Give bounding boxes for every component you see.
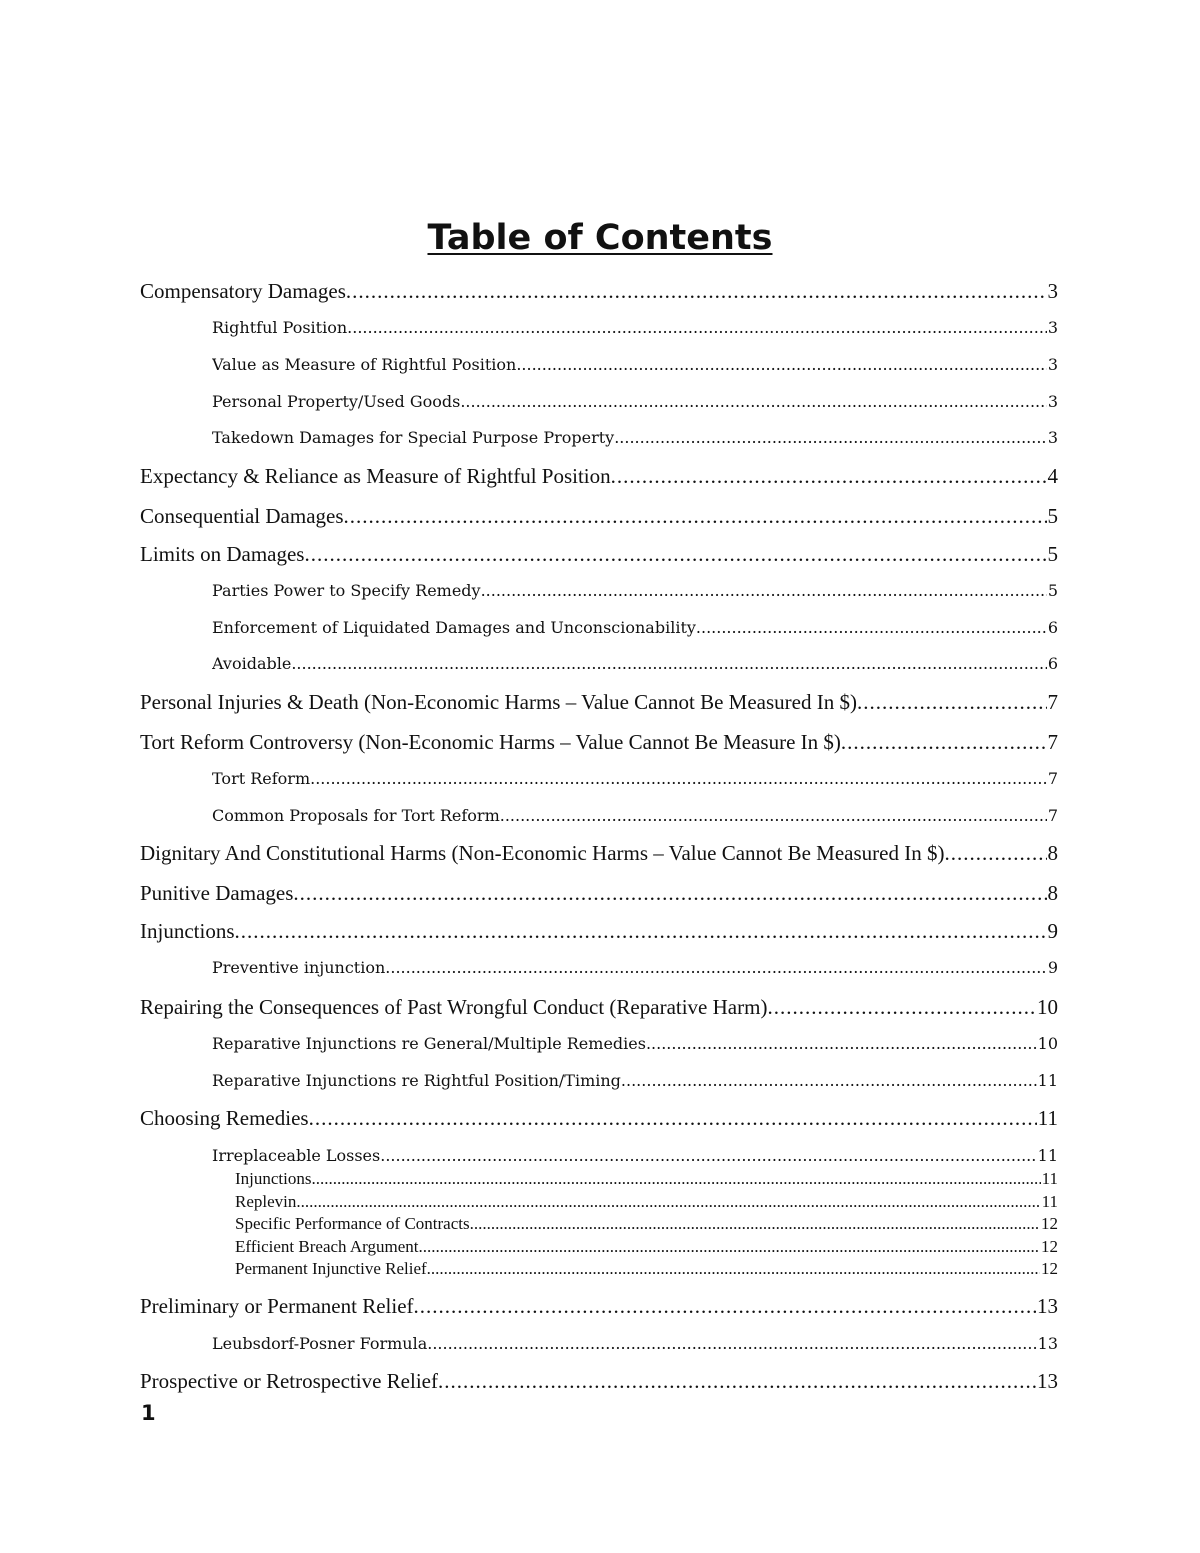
toc-page-number: 9 <box>1047 919 1058 943</box>
toc-entry-label: Dignitary And Constitutional Harms (Non-Economic Harms – Value Cannot Be Measured In $) <box>140 841 945 865</box>
toc-page-number: 8 <box>1047 881 1058 905</box>
toc-entry-label: Compensatory Damages <box>140 279 346 303</box>
toc-entry-label: Common Proposals for Tort Reform <box>212 806 500 825</box>
toc-leader <box>312 1168 1041 1189</box>
toc-entry[interactable] <box>140 918 1058 944</box>
toc-page-number: 6 <box>1047 654 1058 673</box>
toc-leader <box>346 278 1047 304</box>
toc-entry[interactable] <box>140 278 1058 304</box>
toc-page-number: 7 <box>1047 806 1058 825</box>
toc-entry[interactable] <box>212 391 1058 413</box>
toc-entry[interactable] <box>235 1213 1058 1234</box>
toc-leader <box>293 880 1046 906</box>
toc-entry[interactable] <box>212 1145 1058 1167</box>
toc-entry-label: Repairing the Consequences of Past Wrongful Conduct (Reparative Harm) <box>140 995 768 1019</box>
toc-page-number: 3 <box>1047 355 1058 374</box>
footer-page-number: 1 <box>141 1401 156 1425</box>
toc-entry-label: Reparative Injunctions re General/Multiple Remedies <box>212 1034 646 1053</box>
toc-entry[interactable] <box>140 840 1058 866</box>
toc-page-number: 10 <box>1037 1034 1058 1053</box>
toc-leader <box>418 1236 1040 1257</box>
toc-entry[interactable] <box>235 1168 1058 1189</box>
toc-leader <box>380 1145 1036 1167</box>
toc-page-number: 7 <box>1047 730 1058 754</box>
toc-entry[interactable] <box>212 768 1058 790</box>
toc-leader <box>646 1033 1037 1055</box>
toc-entry-label: Rightful Position <box>212 318 348 337</box>
toc-entry[interactable] <box>235 1191 1058 1212</box>
toc-page-number: 8 <box>1047 841 1058 865</box>
toc-leader <box>470 1213 1040 1234</box>
toc-entry-label: Tort Reform <box>212 769 311 788</box>
toc-entry[interactable] <box>212 957 1058 979</box>
toc-leader <box>767 994 1036 1020</box>
toc-leader <box>944 840 1046 866</box>
toc-leader <box>385 957 1047 979</box>
toc-entry-label: Takedown Damages for Special Purpose Property <box>212 428 615 447</box>
toc-entry[interactable] <box>140 463 1058 489</box>
toc-entry[interactable] <box>235 1236 1058 1257</box>
toc-entry[interactable] <box>235 1258 1058 1279</box>
toc-page-number: 5 <box>1047 542 1058 566</box>
toc-leader <box>344 503 1047 529</box>
toc-entry-label: Efficient Breach Argument <box>235 1237 419 1256</box>
toc-entry-label: Avoidable <box>212 654 292 673</box>
toc-entry-label: Personal Property/Used Goods <box>212 392 461 411</box>
toc-leader <box>304 541 1046 567</box>
toc-entry-label: Prospective or Retrospective Relief <box>140 1369 438 1393</box>
toc-leader <box>614 427 1047 449</box>
toc-page-number: 5 <box>1047 581 1058 600</box>
toc-entry-label: Value as Measure of Rightful Position <box>212 355 517 374</box>
toc-entry[interactable] <box>212 1333 1058 1355</box>
toc-page-number: 11 <box>1041 1192 1058 1211</box>
toc-entry-label: Preventive injunction <box>212 958 386 977</box>
toc-entry[interactable] <box>140 1368 1058 1394</box>
toc-leader <box>696 617 1047 639</box>
toc-entry[interactable] <box>212 354 1058 376</box>
toc-entry-label: Permanent Injunctive Relief <box>235 1259 427 1278</box>
toc-entry-label: Parties Power to Specify Remedy <box>212 581 481 600</box>
toc-leader <box>310 768 1047 790</box>
toc-leader <box>296 1191 1040 1212</box>
toc-page-number: 4 <box>1047 464 1058 488</box>
toc-leader <box>460 391 1047 413</box>
toc-entry-label: Expectancy & Reliance as Measure of Rightful Position <box>140 464 611 488</box>
toc-entry[interactable] <box>212 427 1058 449</box>
toc-entry-label: Choosing Remedies <box>140 1106 309 1130</box>
toc-page-number: 11 <box>1037 1106 1058 1130</box>
toc-leader <box>500 805 1047 827</box>
toc-entry-label: Leubsdorf-Posner Formula <box>212 1334 428 1353</box>
toc-leader <box>427 1258 1040 1279</box>
toc-entry-label: Reparative Injunctions re Rightful Position/Timing <box>212 1071 621 1090</box>
toc-entry[interactable] <box>140 689 1058 715</box>
toc-entry[interactable] <box>212 580 1058 602</box>
toc-leader <box>481 580 1047 602</box>
toc-page-number: 12 <box>1041 1214 1058 1233</box>
toc-entry-label: Irreplaceable Losses <box>212 1146 381 1165</box>
toc-page-number: 13 <box>1037 1334 1058 1353</box>
toc-page-number: 6 <box>1047 618 1058 637</box>
toc-leader <box>309 1105 1037 1131</box>
toc-entry[interactable] <box>140 994 1058 1020</box>
toc-entry-label: Enforcement of Liquidated Damages and Unconscionability <box>212 618 696 637</box>
toc-page-number: 12 <box>1041 1237 1058 1256</box>
page-title: Table of Contents <box>427 218 773 258</box>
toc-page-number: 3 <box>1047 392 1058 411</box>
toc-entry-label: Personal Injuries & Death (Non-Economic Harms – Value Cannot Be Measured In $) <box>140 690 857 714</box>
toc-entry-label: Injunctions <box>140 919 235 943</box>
toc-page-number: 11 <box>1041 1169 1058 1188</box>
toc-entry-label: Replevin <box>235 1192 297 1211</box>
toc-entry[interactable] <box>212 317 1058 339</box>
toc-leader <box>291 653 1047 675</box>
toc-page-number: 10 <box>1037 995 1058 1019</box>
toc-page-number: 11 <box>1037 1071 1058 1090</box>
toc-entry-label: Limits on Damages <box>140 542 305 566</box>
toc-entry[interactable] <box>212 805 1058 827</box>
toc-entry-label: Punitive Damages <box>140 881 294 905</box>
toc-entry[interactable] <box>140 541 1058 567</box>
toc-page-number: 13 <box>1037 1294 1058 1318</box>
toc-leader <box>516 354 1046 376</box>
toc-entry[interactable] <box>140 880 1058 906</box>
toc-entry[interactable] <box>212 1033 1058 1055</box>
toc-page-number: 7 <box>1047 769 1058 788</box>
toc-entry[interactable] <box>212 1070 1058 1092</box>
toc-page-number: 5 <box>1047 504 1058 528</box>
toc-page-number: 3 <box>1047 279 1058 303</box>
toc-entry[interactable] <box>140 1105 1058 1131</box>
toc-entry[interactable] <box>212 653 1058 675</box>
toc-leader <box>414 1293 1036 1319</box>
toc-leader <box>438 1368 1036 1394</box>
toc-leader <box>621 1070 1037 1092</box>
toc-page-number: 12 <box>1041 1259 1058 1278</box>
toc-leader <box>347 317 1047 339</box>
toc-entry[interactable] <box>140 1293 1058 1319</box>
toc-page-number: 9 <box>1047 958 1058 977</box>
toc-page-number: 3 <box>1047 318 1058 337</box>
toc-page-number: 13 <box>1037 1369 1058 1393</box>
toc-page-number: 7 <box>1047 690 1058 714</box>
toc-entry[interactable] <box>140 729 1058 755</box>
toc-leader <box>857 689 1047 715</box>
toc-entry-label: Injunctions <box>235 1169 312 1188</box>
toc-page-number: 11 <box>1037 1146 1058 1165</box>
toc-entry-label: Consequential Damages <box>140 504 344 528</box>
toc-leader <box>235 918 1047 944</box>
toc-leader <box>841 729 1047 755</box>
toc-entry[interactable] <box>140 503 1058 529</box>
toc-entry-label: Tort Reform Controversy (Non-Economic Harms – Value Cannot Be Measure In $) <box>140 730 841 754</box>
toc-page-number: 3 <box>1047 428 1058 447</box>
toc-leader <box>611 463 1047 489</box>
toc-entry[interactable] <box>212 617 1058 639</box>
toc-leader <box>427 1333 1036 1355</box>
toc-entry-label: Specific Performance of Contracts <box>235 1214 470 1233</box>
toc-entry-label: Preliminary or Permanent Relief <box>140 1294 414 1318</box>
